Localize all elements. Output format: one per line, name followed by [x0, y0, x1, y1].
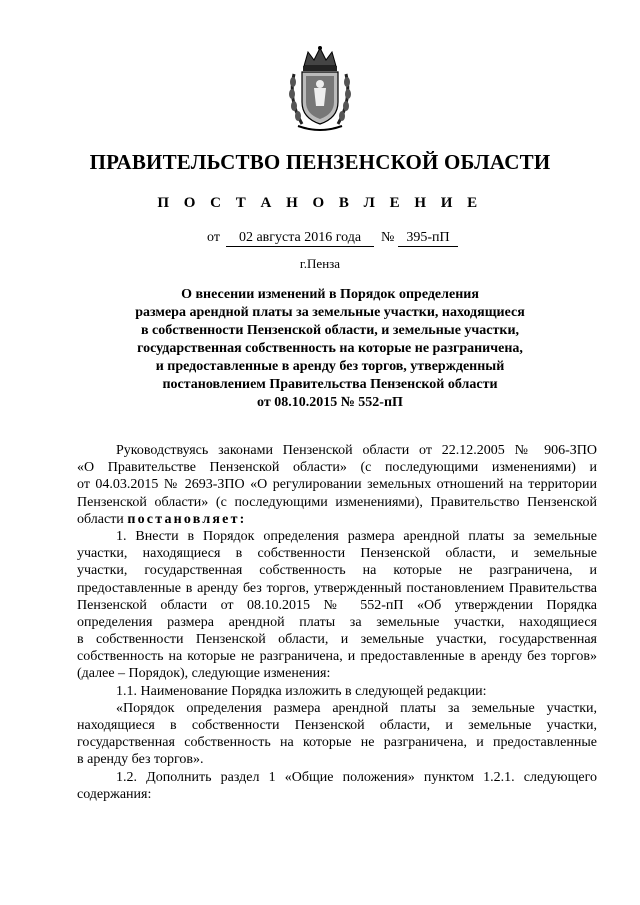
resolution-keyword: постановляет:: [127, 511, 247, 527]
heading-line: государственная собственность на которые не разграничена,: [137, 341, 523, 356]
paragraph-line: Пензенской области от 08.10.2015 № 552-пП «Об утверждении Порядка: [77, 597, 597, 613]
document-type: П О С Т А Н О В Л Е Н И Е: [157, 195, 483, 211]
document-heading: [60, 286, 600, 412]
heading-line: и предоставленные в аренду без торгов, утвержденный: [155, 359, 505, 374]
city: г.Пенза: [299, 256, 341, 271]
paragraph-line: 1.1. Наименование Порядка изложить в следующей редакции:: [116, 683, 487, 699]
paragraph-line: собственность на которые не разграничена, и предоставленные в аренду без торгов»: [77, 649, 597, 665]
document-number: 395-пП: [398, 230, 458, 247]
paragraph-line: Руководствуясь законами Пензенской области от 22.12.2005 № 906-ЗПО: [116, 443, 597, 458]
date-prefix: от: [207, 230, 220, 245]
paragraph-line: (далее – Порядок), следующие изменения:: [77, 666, 331, 682]
paragraph-line: государственная собственность на которые не разграничена, и предоставленные: [77, 735, 597, 751]
coat-of-arms-emblem: [284, 44, 356, 134]
paragraph-line: участки, находящиеся в собственности Пензенской области, и земельные: [77, 546, 597, 562]
paragraph-line: [77, 511, 597, 528]
paragraph-line: Пензенской области» (с последующими изменениями), Правительство Пензенской: [77, 494, 597, 510]
number-sign: №: [381, 230, 395, 245]
heading-line: от 08.10.2015 № 552-пП: [257, 395, 403, 410]
document-body: [77, 442, 597, 803]
paragraph-line: 1. Внести в Порядок определения размера арендной платы за земельные: [116, 528, 597, 544]
heading-line: О внесении изменений в Порядок определения: [181, 287, 479, 302]
paragraph-line: в собственности Пензенской области, и земельные участки, государственная: [77, 632, 597, 648]
paragraph-line: «Порядок определения размера арендной платы за земельные участки,: [116, 700, 597, 716]
paragraph-line: содержания:: [77, 786, 152, 802]
heading-line: постановлением Правительства Пензенской области: [162, 377, 498, 392]
paragraph-line: в аренду без торгов».: [77, 752, 204, 768]
heading-line: размера арендной платы за земельные участки, находящиеся: [135, 305, 525, 320]
paragraph-line: находящиеся в собственности Пензенской области, и земельные участки,: [77, 718, 597, 733]
paragraph-line: участки, государственная собственность на которые не разграничена, и: [77, 563, 597, 579]
document-date: 02 августа 2016 года: [226, 230, 374, 247]
paragraph-line: от 04.03.2015 № 2693-ЗПО «О регулировании земельных отношений на территории: [77, 477, 597, 493]
paragraph-line: предоставленные в аренду без торгов, утвержденный постановлением Правительства: [77, 580, 597, 596]
text-fragment: области: [77, 511, 128, 527]
paragraph-line: определения размера арендной платы за земельные участки, находящиеся: [77, 614, 597, 630]
paragraph-line: 1.2. Дополнить раздел 1 «Общие положения» пунктом 1.2.1. следующего: [116, 769, 597, 785]
paragraph-line: «О Правительстве Пензенской области» (с последующими изменениями) и: [77, 460, 597, 476]
heading-line: в собственности Пензенской области, и земельные участки,: [140, 323, 520, 338]
government-title: ПРАВИТЕЛЬСТВО ПЕНЗЕНСКОЙ ОБЛАСТИ: [89, 150, 551, 174]
